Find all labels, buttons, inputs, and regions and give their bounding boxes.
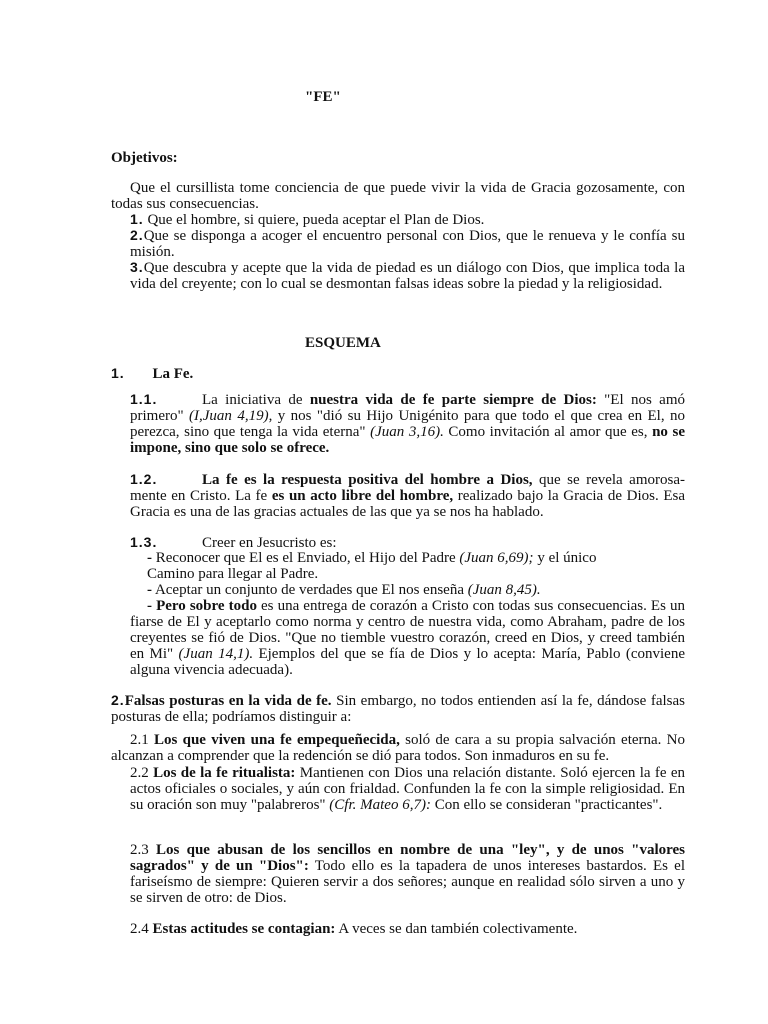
objective-text: Que el hombre, si quiere, pueda aceptar el Plan de Dios. — [147, 212, 485, 228]
subsection-2-4 — [130, 921, 685, 937]
bold-run: Pero sobre todo — [156, 598, 257, 614]
bold-run: Falsas posturas en la vida de fe. — [124, 693, 332, 709]
objective-item-2 — [130, 227, 685, 260]
dash-bullet: - — [147, 582, 152, 598]
text-run: Reconocer que El es el Enviado, el Hijo del Padre — [155, 550, 460, 566]
objective-item-1 — [130, 211, 685, 228]
text-run: Creer en Jesucristo es: — [202, 535, 337, 551]
bold-run: nuestra vida de fe parte siempre de Dios: — [309, 392, 597, 408]
belief-item-2 — [147, 582, 685, 598]
subsection-number: 1.1. — [130, 391, 158, 407]
citation: (Juan 14,1). — [178, 646, 254, 662]
section-number: 2. — [111, 692, 125, 708]
subsection-number: 2.1 — [130, 732, 149, 748]
text-run: La iniciativa de — [202, 392, 310, 408]
bold-run: es un acto libre del hombre, — [271, 488, 454, 504]
text-run: y el único — [533, 550, 597, 566]
subsection-number: 2.3 — [130, 842, 149, 858]
text-run: A veces se dan también colectivamente. — [335, 921, 578, 937]
section-number: 1. — [111, 365, 125, 381]
subsection-1-1 — [130, 391, 685, 456]
subsection-2-2 — [130, 765, 685, 813]
text-run: es una entrega de corazón a Cristo con todas sus consecuencias. Es un fiarse de El y aceptarlo como norma y centro de nuestra vida, como Abraham, padre de los creyentes se fió de Dios. "Que no tiemble vuestro corazón, creed en Dios, y creed también en Mi" — [130, 598, 685, 662]
text-run: soló de cara a su propia salvación eterna. No alcanzan a comprender que la redención se dió para todos. Son inmaduros en su fe. — [111, 732, 686, 764]
belief-item-1-cont: Camino para llegar al Padre. — [147, 566, 319, 582]
citation: (Juan 6,69); — [459, 550, 534, 566]
subsection-number: 2.2 — [130, 765, 149, 781]
bold-run: Los que abusan de los sencillos en nombre de una "ley", y de unos "valores sagrados" y de un "Dios": — [130, 842, 686, 874]
objective-number: 2. — [130, 227, 144, 243]
bold-run: no se impone, sino que solo se ofrece. — [130, 424, 685, 456]
subsection-number: 2.4 — [130, 921, 149, 937]
objective-number: 3. — [130, 259, 144, 275]
subsection-number: 1.3. — [130, 534, 158, 550]
section-2-intro — [111, 692, 685, 725]
text-run: Todo ello es la tapadera de unos intereses bastardos. Es el fariseísmo de siempre: Quieren servir a dos señores; aunque en realidad sólo sirven a uno y se sirven de otro: de Dios. — [130, 858, 685, 906]
belief-item-3 — [130, 598, 685, 678]
belief-item-1 — [147, 550, 685, 566]
bold-run: Los que viven una fe empequeñecida, — [154, 732, 400, 748]
citation: (Juan 3,16). — [370, 424, 444, 440]
subsection-2-3 — [130, 842, 685, 906]
esquema-heading: ESQUEMA — [305, 335, 381, 351]
text-run: Con ello se consideran "practicantes". — [430, 797, 663, 813]
document-title: "FE" — [305, 89, 341, 105]
section-title: La Fe. — [152, 366, 194, 382]
dash-bullet: - — [147, 598, 152, 614]
citation: (I,Juan 4,19) — [189, 408, 269, 424]
objective-item-3 — [130, 259, 685, 292]
bold-run: La fe es la respuesta positiva del hombre a Dios, — [202, 472, 533, 488]
citation: (Cfr. Mateo 6,7): — [329, 797, 431, 813]
text-run: realizado bajo la Gracia de Dios. Esa Gracia es una de las gracias actuales de las que ya se nos ha hablado. — [130, 488, 685, 520]
dash-bullet: - — [147, 550, 152, 566]
subsection-number: 1.2. — [130, 471, 158, 487]
text-run: "El nos amó primero" — [130, 392, 685, 424]
text-run: Como invitación al amor que es, — [443, 424, 653, 440]
bold-run: Estas actitudes se contagian: — [152, 921, 336, 937]
text-run: que se revela amorosa-mente en Cristo. La fe — [130, 472, 685, 504]
objective-text: Que descubra y acepte que la vida de piedad es un diálogo con Dios, que implica toda la vida del creyente; con lo cual se desmontan falsas ideas sobre la piedad y la religiosidad. — [130, 260, 685, 292]
objective-text: Que se disponga a acoger el encuentro personal con Dios, que le renueva y le confía su misión. — [130, 228, 685, 260]
objective-number: 1. — [130, 211, 144, 227]
objectives-heading: Objetivos: — [111, 150, 178, 166]
subsection-1-2 — [130, 471, 685, 520]
text-run: Mantienen con Dios una relación distante. Soló ejercen la fe en actos oficiales o sociales, y aún con frialdad. Confunden la fe con la simple religiosidad. En su oración son muy "palabreros" — [130, 765, 685, 813]
subsection-1-3 — [130, 534, 685, 551]
citation: (Juan 8,45). — [467, 582, 541, 598]
text-run: Sin embargo, no todos entienden así la fe, dándose falsas posturas de ella; podríamos distinguir a: — [111, 693, 685, 725]
text-run: , y nos "dió su Hijo Unigénito para que todo el que crea en El, no perezca, sino que tenga la vida eterna" — [130, 408, 685, 440]
bold-run: Los de la fe ritualista: — [153, 765, 296, 781]
text-run: Aceptar un conjunto de verdades que El nos enseña — [154, 582, 468, 598]
text-run: Ejemplos del que se fía de Dios y lo acepta: María, Pablo (conviene alguna vivencia adecuada). — [130, 646, 685, 678]
section-1-heading — [111, 365, 193, 382]
objectives-intro: Que el cursillista tome conciencia de que puede vivir la vida de Gracia gozosamente, con todas sus consecuencias. — [111, 180, 685, 212]
subsection-2-1 — [111, 732, 685, 764]
